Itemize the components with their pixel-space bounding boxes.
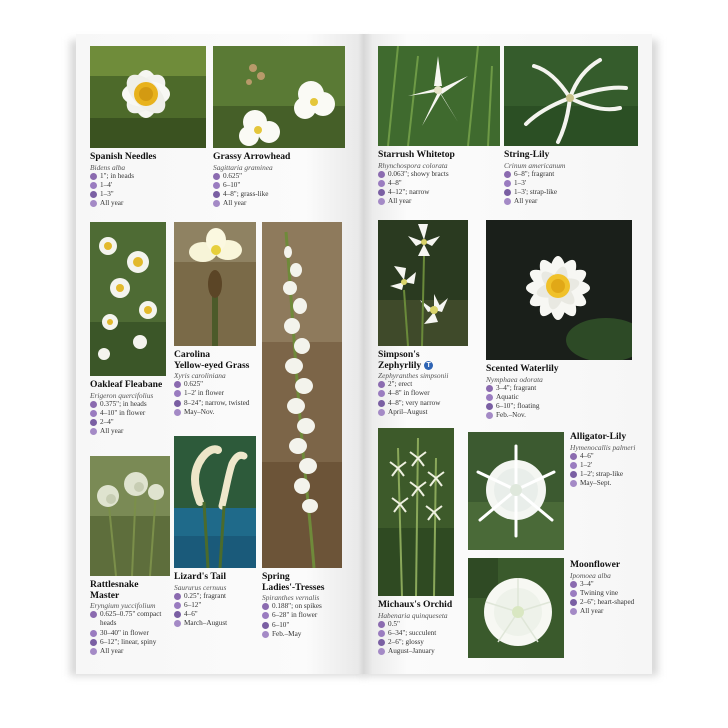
scientific-name: Eryngium yuccifolium — [90, 601, 156, 610]
leaf-icon — [262, 622, 269, 629]
flower-size-icon — [174, 381, 181, 388]
spanish-needles-photo — [90, 46, 206, 148]
height-icon — [378, 630, 385, 637]
plant-name: Spring Ladies'-Tresses — [262, 571, 325, 593]
fact-leaf: 1–3" — [100, 190, 114, 199]
spanish-needles-entry — [90, 152, 206, 209]
flower-size-icon — [378, 381, 385, 388]
moonflower-photo — [468, 558, 564, 658]
leaf-icon — [90, 639, 97, 646]
scientific-name: Saururus cernuus — [174, 582, 227, 592]
fact-bloom: All year — [580, 607, 604, 616]
string-lily-photo — [504, 46, 638, 146]
plant-name: Michaux's Orchid — [378, 599, 453, 610]
height-icon — [570, 590, 577, 597]
leaf-icon — [570, 599, 577, 606]
leaf-icon — [378, 400, 385, 407]
fact-height: 1–2' — [580, 460, 593, 469]
oakleaf-fleabane-photo — [90, 222, 166, 376]
fact-leaf: 2–6"; heart-shaped — [580, 598, 635, 607]
scientific-name: Zephyranthes simpsonii — [378, 371, 449, 380]
simpsons-zephyrlily-entry — [378, 350, 478, 417]
fact-height: 4–10" in flower — [100, 408, 146, 417]
fact-leaf: 2–6"; glossy — [388, 638, 424, 647]
fact-bloom: All year — [223, 199, 247, 208]
bloom-calendar-icon — [378, 198, 385, 205]
scientific-name: Spiranthes vernalis — [262, 593, 320, 602]
fact-bloom: May–Sept. — [580, 479, 612, 488]
scientific-name: Bidens alba — [90, 162, 126, 172]
rattlesnake-master-photo — [90, 456, 170, 576]
oakleaf-fleabane-entry — [90, 380, 180, 437]
fact-flower: 6–8"; fragrant — [514, 169, 555, 178]
bloom-calendar-icon — [174, 409, 181, 416]
simpsons-zephyrlily-photo — [378, 220, 468, 346]
michauxs-orchid-entry — [378, 600, 478, 657]
flower-size-icon — [378, 621, 385, 628]
scientific-name: Nymphaea odorata — [486, 374, 543, 384]
fact-flower: 0.625" — [184, 380, 204, 389]
fact-leaf: 6–10" — [272, 620, 290, 629]
scientific-name: Xyris caroliniana — [174, 371, 226, 380]
bloom-calendar-icon — [570, 608, 577, 615]
height-icon — [90, 182, 97, 189]
fact-bloom: Feb.–May — [272, 629, 302, 638]
flower-size-icon — [486, 385, 493, 392]
bloom-calendar-icon — [90, 428, 97, 435]
leaf-icon — [378, 189, 385, 196]
fact-height: 6–28" in flower — [272, 611, 318, 620]
leaf-icon — [174, 400, 181, 407]
plant-name: Lizard's Tail — [174, 571, 226, 582]
fact-leaf: 4–12"; narrow — [388, 188, 430, 197]
flower-size-icon — [262, 603, 269, 610]
scented-waterlily-photo — [486, 220, 632, 360]
bloom-calendar-icon — [378, 409, 385, 416]
fact-leaf: 6–12"; linear, spiny — [100, 637, 157, 646]
scented-waterlily-entry — [486, 364, 632, 421]
fact-flower: 0.625–0.75" compact heads — [100, 610, 162, 628]
spring-ladies-tresses-entry — [262, 572, 354, 639]
bloom-calendar-icon — [378, 648, 385, 655]
bloom-calendar-icon — [262, 631, 269, 638]
bloom-calendar-icon — [570, 480, 577, 487]
leaf-icon — [213, 191, 220, 198]
plant-name: Spanish Needles — [90, 151, 157, 162]
lizards-tail-photo — [174, 436, 256, 568]
leaf-icon — [90, 419, 97, 426]
carolina-yellow-eyed-grass-entry — [174, 350, 266, 417]
plant-name — [378, 350, 478, 371]
height-icon — [174, 602, 181, 609]
leaf-icon — [486, 403, 493, 410]
starrush-whitetop-entry — [378, 150, 502, 207]
flower-size-icon — [570, 453, 577, 460]
fact-height: 1–2' in flower — [184, 389, 225, 398]
fact-height: 4–8" — [388, 178, 402, 187]
fact-flower: 1"; in heads — [100, 171, 135, 180]
grassy-arrowhead-photo — [213, 46, 345, 148]
fact-leaf: 1–3'; strap-like — [514, 188, 558, 197]
fact-flower: 0.063"; showy bracts — [388, 169, 449, 178]
leaf-icon — [174, 611, 181, 618]
bloom-calendar-icon — [486, 412, 493, 419]
fact-flower: 0.375"; in heads — [100, 399, 147, 408]
alligator-lily-photo — [468, 432, 564, 550]
fact-flower: 3–4"; fragrant — [496, 383, 537, 392]
plant-name: Moonflower — [570, 559, 621, 570]
height-icon — [570, 462, 577, 469]
alligator-lily-entry — [570, 432, 650, 489]
flower-size-icon — [90, 611, 97, 618]
scientific-name: Crinum americanum — [504, 160, 566, 170]
fact-flower: 2"; erect — [388, 380, 413, 389]
height-icon — [486, 394, 493, 401]
flower-size-icon — [174, 593, 181, 600]
plant-name: Oakleaf Fleabane — [90, 379, 163, 390]
bloom-calendar-icon — [504, 198, 511, 205]
plant-name: Scented Waterlily — [486, 363, 559, 374]
fact-flower: 4–6" — [580, 451, 594, 460]
michauxs-orchid-photo — [378, 428, 454, 596]
string-lily-entry — [504, 150, 638, 207]
height-icon — [90, 630, 97, 637]
height-icon — [90, 410, 97, 417]
fact-bloom: May–Nov. — [184, 407, 215, 416]
fact-bloom: All year — [100, 199, 124, 208]
spring-ladies-tresses-photo — [262, 222, 342, 568]
fact-flower: 0.625" — [223, 171, 243, 180]
height-icon — [262, 612, 269, 619]
flower-size-icon — [504, 171, 511, 178]
leaf-icon — [90, 191, 97, 198]
plant-name: Rattlesnake Master — [90, 579, 139, 601]
height-icon — [174, 390, 181, 397]
leaf-icon — [504, 189, 511, 196]
moonflower-entry — [570, 560, 650, 617]
fact-height: Aquatic — [496, 392, 519, 401]
height-icon — [504, 180, 511, 187]
fact-flower: 3–4" — [580, 579, 594, 588]
scientific-name: Hymenocallis palmeri — [570, 442, 636, 452]
plant-name: Grassy Arrowhead — [213, 151, 291, 162]
fact-height: 4–8" in flower — [388, 389, 430, 398]
fact-height: 1–3' — [514, 178, 527, 187]
fact-bloom: All year — [100, 647, 124, 656]
grassy-arrowhead-entry — [213, 152, 345, 209]
scientific-name: Ipomoea alba — [570, 570, 611, 580]
scientific-name: Sagittaria graminea — [213, 162, 273, 172]
fact-bloom: All year — [388, 197, 412, 206]
fact-height: 6–10" — [223, 180, 241, 189]
fact-leaf: 8–24"; narrow, twisted — [184, 398, 250, 407]
plant-name: String-Lily — [504, 149, 550, 160]
bloom-calendar-icon — [90, 200, 97, 207]
height-icon — [378, 390, 385, 397]
fact-leaf: 1–2'; strap-like — [580, 470, 624, 479]
fact-bloom: April–August — [388, 407, 428, 416]
fact-flower: 0.5" — [388, 619, 400, 628]
leaf-icon — [570, 471, 577, 478]
plant-name-text: Simpson's Zephyrlily — [378, 349, 422, 371]
scientific-name: Habenaria quinqueseta — [378, 610, 448, 620]
plant-name: Alligator-Lily — [570, 431, 627, 442]
fact-height: 6–34"; succulent — [388, 628, 437, 637]
height-icon — [378, 180, 385, 187]
flower-size-icon — [570, 581, 577, 588]
flower-size-icon — [90, 401, 97, 408]
bloom-calendar-icon — [174, 620, 181, 627]
fact-flower: 0.25"; fragrant — [184, 591, 227, 600]
plant-name: Starrush Whitetop — [378, 149, 455, 160]
fact-height: 30–40" in flower — [100, 628, 149, 637]
carolina-yellow-eyed-grass-photo — [174, 222, 256, 346]
fact-bloom: All year — [514, 197, 538, 206]
fact-leaf: 6–10"; floating — [496, 402, 540, 411]
fact-bloom: All year — [100, 427, 124, 436]
left-page — [76, 34, 364, 674]
flower-size-icon — [213, 173, 220, 180]
fact-height: 6–12" — [184, 600, 202, 609]
fact-bloom: August–January — [388, 647, 435, 656]
fact-leaf: 4–8"; grass-like — [223, 190, 269, 199]
lizards-tail-entry — [174, 572, 260, 629]
starrush-whitetop-photo — [378, 46, 500, 146]
scientific-name: Rhynchospora colorata — [378, 160, 448, 170]
fact-leaf: 4–8"; very narrow — [388, 398, 441, 407]
fact-height: Twining vine — [580, 588, 619, 597]
height-icon — [213, 182, 220, 189]
fact-flower: 0.188"; on spikes — [272, 602, 322, 611]
leaf-icon — [378, 639, 385, 646]
plant-name: Carolina Yellow-eyed Grass — [174, 349, 250, 371]
flower-size-icon — [90, 173, 97, 180]
right-page — [364, 34, 652, 674]
fact-leaf: 4–6" — [184, 610, 198, 619]
bloom-calendar-icon — [90, 648, 97, 655]
fact-bloom: Feb.–Nov. — [496, 411, 526, 420]
threatened-badge-icon: T — [424, 361, 433, 370]
fact-height: 1–4' — [100, 180, 113, 189]
rattlesnake-master-entry — [90, 580, 182, 656]
bloom-calendar-icon — [213, 200, 220, 207]
flower-size-icon — [378, 171, 385, 178]
fact-leaf: 2–4" — [100, 418, 114, 427]
fact-bloom: March–August — [184, 619, 228, 628]
scientific-name: Erigeron quercifolius — [90, 390, 154, 400]
